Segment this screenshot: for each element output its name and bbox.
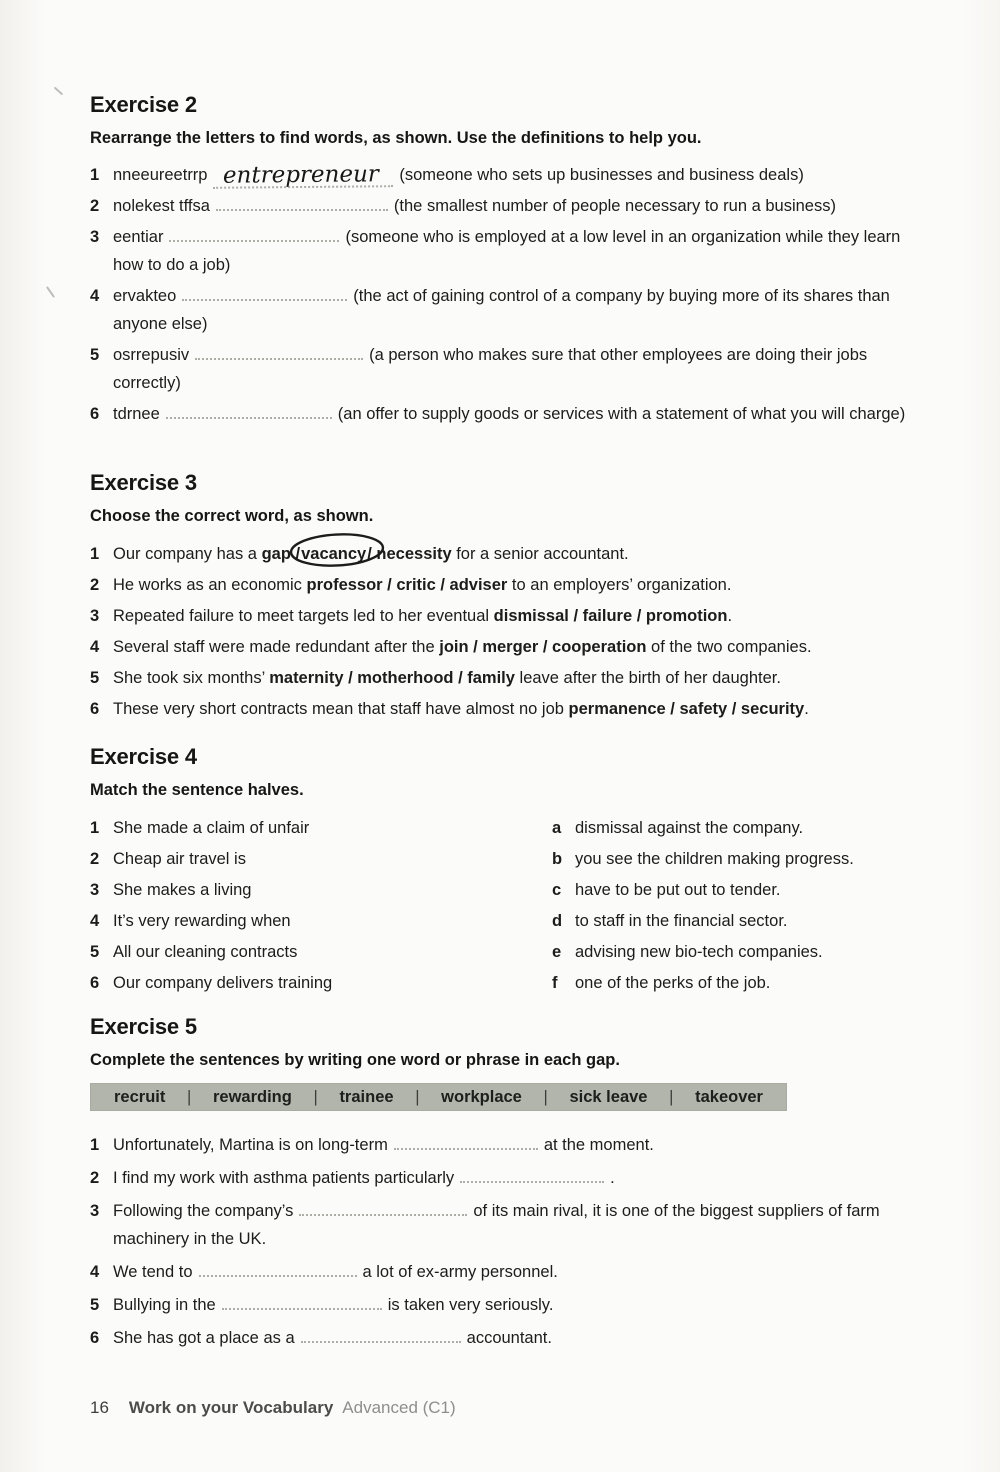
item-text: All our cleaning contracts [113,943,298,961]
item-number: 3 [90,228,100,246]
word-bank-word: rewarding [212,1087,292,1106]
exercise-5-section [90,1014,912,1357]
sentence-part: Our company has a [113,545,262,563]
sentence-part: These very short contracts mean that staff have almost no job [113,700,569,718]
ex4-left-4 [90,906,552,936]
item-text [113,1164,912,1192]
item-text: to staff in the financial sector. [575,912,788,930]
word-bank-separator: | [543,1087,548,1106]
item-number: 4 [90,638,100,656]
page-footer [90,1398,456,1418]
item-text [113,632,912,662]
item-letter: e [552,943,562,961]
pencil-mark [54,87,64,96]
item-text: advising new bio-tech companies. [575,943,823,961]
ex4-left-3 [90,875,552,905]
item-text [113,539,912,569]
definition: (someone who is employed at a low level in an organization while they learn how to do a job) [113,228,901,274]
ex3-item-1 [90,539,912,569]
item-text [113,1258,912,1286]
sentence-part: to an employers’ organization. [507,576,732,594]
handwritten-answer: entrepreneur [213,163,393,189]
item-text: have to be put out to tender. [575,881,781,899]
choice-words: join / merger / cooperation [439,638,647,656]
item-number: 5 [90,943,100,961]
item-text: you see the children making progress. [575,850,854,868]
ex3-item-4 [90,632,912,662]
ex4-right-f [552,968,912,998]
item-text: one of the perks of the job. [575,974,771,992]
ex2-item-1 [90,161,912,189]
sentence-part: leave after the birth of her daughter. [514,669,781,687]
item-text [113,663,912,693]
answer-blank [195,358,363,360]
item-text [113,161,912,189]
definition: (the act of gaining control of a company by buying more of its shares than anyone else) [113,287,890,333]
sentence-part: . [610,1169,615,1187]
word-bank-word: takeover [695,1087,763,1106]
ex4-left-2 [90,844,552,874]
ex3-item-3 [90,601,912,631]
exercise-4-section [90,744,912,999]
ex5-item-1 [90,1131,912,1159]
item-text [113,1197,912,1253]
sentence-ends-column [552,813,912,999]
sentence-part: . [727,607,733,625]
pencil-mark [46,286,55,298]
word-bank-word: trainee [339,1087,394,1106]
word-bank-word: sick leave [569,1087,648,1106]
circled-answer [301,539,366,569]
scrambled-word: nolekest tffsa [113,197,210,215]
sentence-part: I find my work with asthma patients particularly [113,1169,455,1187]
ex2-item-2 [90,192,912,220]
item-number: 1 [90,819,100,837]
item-text [113,1324,912,1352]
answer-blank [182,299,347,301]
item-text [113,694,912,724]
exercise-4-heading: Exercise 4 [90,744,197,769]
item-letter: a [552,819,562,837]
scrambled-word: osrrepusiv [113,346,190,364]
exercise-3-instruction: Choose the correct word, as shown. [90,507,374,525]
item-number: 3 [90,1202,100,1220]
exercise-2-instruction: Rearrange the letters to find words, as shown. Use the definitions to help you. [90,129,702,147]
exercise-5-instruction: Complete the sentences by writing one word or phrase in each gap. [90,1051,620,1069]
item-number: 2 [90,197,100,215]
item-text [113,1131,912,1159]
ex5-item-5 [90,1291,912,1319]
item-number: 6 [90,1329,100,1347]
book-title: Work on your Vocabulary [128,1398,334,1417]
ex2-item-4 [90,282,912,338]
answer-blank [222,1308,382,1310]
item-text: It’s very rewarding when [113,912,291,930]
sentence-part: for a senior accountant. [451,545,629,563]
item-number: 6 [90,700,100,718]
ex4-left-5 [90,937,552,967]
choice-words: maternity / motherhood / family [269,669,515,687]
choice-words: / necessity [367,545,452,563]
ex4-right-d [552,906,912,936]
item-number: 5 [90,1296,100,1314]
item-number: 4 [90,912,100,930]
sentence-part: a lot of ex-army personnel. [362,1263,558,1281]
item-text [113,282,912,338]
sentence-part: Bullying in the [113,1296,216,1314]
ex4-left-1 [90,813,552,843]
answer-blank [460,1181,604,1183]
scrambled-word: nneeureetrrp [113,166,208,184]
answer-blank [216,209,388,211]
item-number: 2 [90,1169,100,1187]
sentence-part: We tend to [113,1263,193,1281]
sentence-part: . [804,700,809,718]
ex4-right-a [552,813,912,843]
item-letter: f [552,974,558,992]
exercise-3-heading: Exercise 3 [90,470,197,495]
choice-words: permanence / safety / security [568,700,805,718]
sentence-part: of its main rival, it is one of the biggest suppliers of farm machinery in the UK. [113,1202,880,1248]
sentence-part: Repeated failure to meet targets led to her eventual [113,607,494,625]
sentence-part: of the two companies. [646,638,812,656]
item-text: She made a claim of unfair [113,819,310,837]
exercise-2-section [90,92,912,431]
word-bank [90,1083,787,1111]
exercise-5-heading: Exercise 5 [90,1014,197,1039]
item-text: Cheap air travel is [113,850,246,868]
item-number: 6 [90,974,100,992]
item-number: 5 [90,669,100,687]
answer-blank [199,1275,357,1277]
ex4-left-6 [90,968,552,998]
word-bank-word: workplace [441,1087,522,1106]
definition: (an offer to supply goods or services with a statement of what you will charge) [337,405,906,423]
item-number: 4 [90,287,100,305]
item-text [113,400,912,428]
item-text [113,223,912,279]
item-text: dismissal against the company. [575,819,804,837]
circled-word: vacancy [301,545,367,563]
item-number: 1 [90,545,100,563]
ex5-item-4 [90,1258,912,1286]
ex3-item-6 [90,694,912,724]
item-letter: b [552,850,563,868]
ex3-item-5 [90,663,912,693]
choice-words: professor / critic / adviser [306,576,508,594]
answer-blank [299,1214,467,1216]
item-text [113,570,912,600]
word-bank-word: recruit [114,1087,166,1106]
ex3-item-2 [90,570,912,600]
choice-words: dismissal / failure / promotion [493,607,728,625]
sentence-part: Unfortunately, Martina is on long-term [113,1136,388,1154]
sentence-part: Several staff were made redundant after the [113,638,440,656]
exercise-2-heading: Exercise 2 [90,92,197,117]
item-number: 2 [90,850,100,868]
word-bank-separator: | [415,1087,420,1106]
book-level: Advanced (C1) [342,1398,456,1417]
sentence-part: She took six months’ [113,669,270,687]
sentence-part: accountant. [466,1329,552,1347]
item-number: 3 [90,881,100,899]
answer-blank [166,417,332,419]
sentence-part: She has got a place as a [113,1329,295,1347]
sentence-part: at the moment. [543,1136,654,1154]
definition: (a person who makes sure that other employees are doing their jobs correctly) [113,346,868,392]
item-number: 3 [90,607,100,625]
item-number: 1 [90,1136,100,1154]
ex4-right-b [552,844,912,874]
answer-blank [301,1341,461,1343]
answer-blank [394,1148,538,1150]
page-number: 16 [90,1398,109,1417]
sentence-part: is taken very seriously. [387,1296,554,1314]
item-number: 2 [90,576,100,594]
ex4-right-c [552,875,912,905]
ex2-item-6 [90,400,912,428]
ex4-right-e [552,937,912,967]
word-bank-separator: | [187,1087,192,1106]
item-text [113,192,912,220]
scrambled-word: ervakteo [113,287,177,305]
item-number: 5 [90,346,100,364]
exercise-4-instruction: Match the sentence halves. [90,781,304,799]
scrambled-word: eentiar [113,228,164,246]
item-text [113,341,912,397]
item-letter: c [552,881,562,899]
word-bank-separator: | [669,1087,674,1106]
scrambled-word: tdrnee [113,405,160,423]
matching-columns [90,813,912,999]
answer-blank [169,240,339,242]
definition: (the smallest number of people necessary to run a business) [393,197,836,215]
item-text [113,601,912,631]
sentence-part: He works as an economic [113,576,307,594]
item-number: 4 [90,1263,100,1281]
item-text: She makes a living [113,881,252,899]
item-text [113,1291,912,1319]
item-letter: d [552,912,563,930]
choice-words: gap / [261,545,301,563]
word-bank-separator: | [313,1087,318,1106]
ex5-item-3 [90,1197,912,1253]
item-text: Our company delivers training [113,974,333,992]
sentence-starts-column [90,813,552,999]
item-number: 1 [90,166,100,184]
exercise-3-section [90,470,912,725]
ex2-item-3 [90,223,912,279]
item-number: 6 [90,405,100,423]
definition: (someone who sets up businesses and business deals) [399,166,804,184]
ex5-item-6 [90,1324,912,1352]
ex5-item-2 [90,1164,912,1192]
sentence-part: Following the company’s [113,1202,294,1220]
ex2-item-5 [90,341,912,397]
